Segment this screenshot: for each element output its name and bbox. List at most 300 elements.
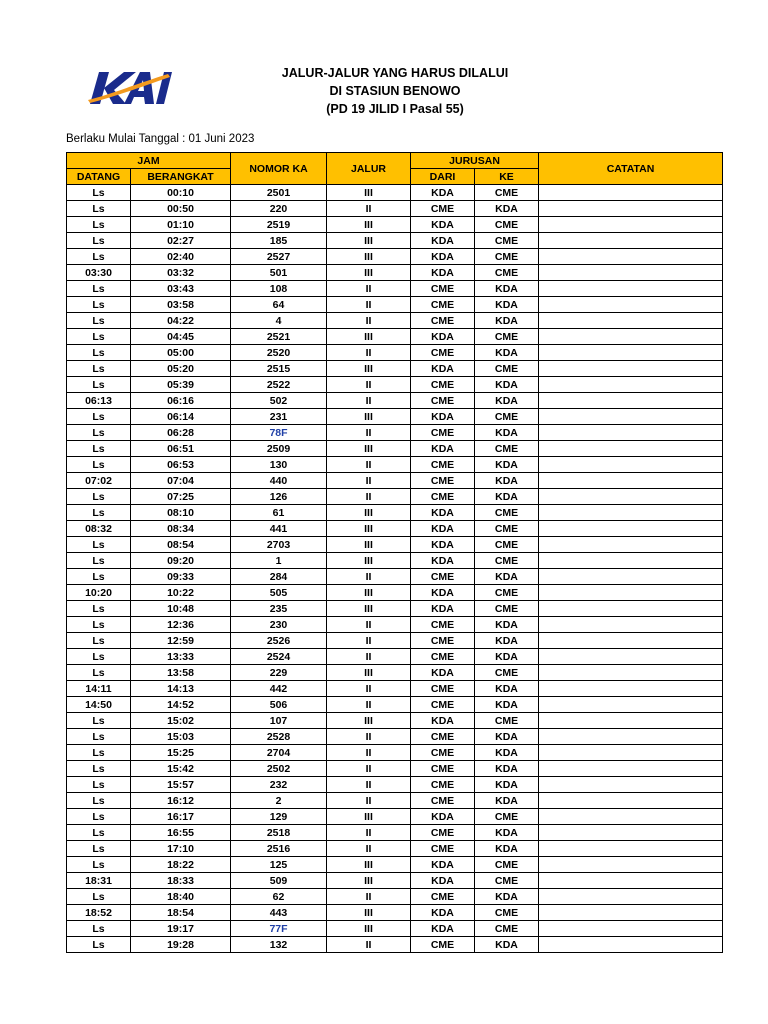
cell-jalur: II [327,841,411,857]
cell-nomor-ka: 2520 [231,345,327,361]
cell-datang: Ls [67,713,131,729]
cell-nomor-ka: 2521 [231,329,327,345]
cell-berangkat: 15:02 [131,713,231,729]
cell-berangkat: 07:25 [131,489,231,505]
cell-dari: CME [411,633,475,649]
cell-nomor-ka: 2519 [231,217,327,233]
cell-catatan [539,633,723,649]
cell-berangkat: 09:33 [131,569,231,585]
cell-ke: KDA [475,745,539,761]
header-ke: KE [475,169,539,185]
header-jurusan: JURUSAN [411,153,539,169]
cell-datang: Ls [67,377,131,393]
cell-datang: Ls [67,601,131,617]
cell-berangkat: 06:16 [131,393,231,409]
cell-berangkat: 04:22 [131,313,231,329]
cell-catatan [539,201,723,217]
cell-jalur: III [327,553,411,569]
table-row [67,489,723,505]
cell-ke: KDA [475,569,539,585]
header-nomor-ka: NOMOR KA [231,153,327,185]
cell-berangkat: 18:33 [131,873,231,889]
cell-datang: Ls [67,569,131,585]
cell-nomor-ka: 1 [231,553,327,569]
cell-jalur: II [327,377,411,393]
cell-berangkat: 03:43 [131,281,231,297]
cell-dari: KDA [411,537,475,553]
cell-ke: KDA [475,425,539,441]
cell-nomor-ka: 2518 [231,825,327,841]
cell-catatan [539,521,723,537]
cell-datang: Ls [67,297,131,313]
cell-dari: CME [411,393,475,409]
cell-berangkat: 06:14 [131,409,231,425]
table-row [67,185,723,201]
cell-nomor-ka: 440 [231,473,327,489]
cell-ke: KDA [475,281,539,297]
cell-nomor-ka: 231 [231,409,327,425]
cell-ke: KDA [475,457,539,473]
cell-nomor-ka: 2522 [231,377,327,393]
table-row [67,329,723,345]
cell-catatan [539,665,723,681]
cell-datang: Ls [67,329,131,345]
cell-berangkat: 00:50 [131,201,231,217]
cell-dari: KDA [411,329,475,345]
cell-catatan [539,697,723,713]
cell-dari: CME [411,793,475,809]
cell-catatan [539,457,723,473]
cell-jalur: III [327,809,411,825]
table-row [67,873,723,889]
cell-berangkat: 19:17 [131,921,231,937]
cell-jalur: II [327,345,411,361]
table-row [67,729,723,745]
cell-dari: CME [411,489,475,505]
cell-ke: KDA [475,841,539,857]
cell-catatan [539,921,723,937]
cell-catatan [539,425,723,441]
cell-ke: CME [475,217,539,233]
cell-berangkat: 16:55 [131,825,231,841]
cell-dari: CME [411,313,475,329]
cell-ke: KDA [475,937,539,953]
cell-berangkat: 18:22 [131,857,231,873]
table-row [67,201,723,217]
cell-nomor-ka: 2524 [231,649,327,665]
cell-berangkat: 08:54 [131,537,231,553]
cell-ke: KDA [475,793,539,809]
cell-jalur: III [327,185,411,201]
cell-datang: Ls [67,201,131,217]
cell-dari: KDA [411,873,475,889]
table-row [67,825,723,841]
table-row [67,345,723,361]
cell-catatan [539,809,723,825]
table-row [67,505,723,521]
cell-nomor-ka: 2515 [231,361,327,377]
table-row [67,297,723,313]
cell-ke: KDA [475,617,539,633]
cell-datang: Ls [67,233,131,249]
cell-catatan [539,713,723,729]
cell-berangkat: 18:54 [131,905,231,921]
table-row [67,905,723,921]
table-row [67,681,723,697]
table-row [67,521,723,537]
cell-jalur: II [327,729,411,745]
cell-jalur: III [327,409,411,425]
cell-jalur: II [327,761,411,777]
cell-berangkat: 10:22 [131,585,231,601]
cell-catatan [539,857,723,873]
cell-datang: Ls [67,361,131,377]
cell-dari: CME [411,697,475,713]
cell-datang: Ls [67,313,131,329]
cell-jalur: II [327,937,411,953]
table-row [67,585,723,601]
cell-jalur: III [327,601,411,617]
cell-ke: KDA [475,761,539,777]
cell-datang: 10:20 [67,585,131,601]
table-row [67,441,723,457]
cell-jalur: III [327,249,411,265]
cell-berangkat: 14:13 [131,681,231,697]
cell-datang: Ls [67,761,131,777]
cell-jalur: III [327,265,411,281]
cell-jalur: III [327,537,411,553]
cell-jalur: II [327,489,411,505]
cell-ke: KDA [475,377,539,393]
cell-ke: KDA [475,633,539,649]
cell-nomor-ka: 443 [231,905,327,921]
cell-dari: KDA [411,249,475,265]
cell-ke: KDA [475,889,539,905]
cell-nomor-ka: 107 [231,713,327,729]
cell-dari: KDA [411,521,475,537]
cell-nomor-ka: 108 [231,281,327,297]
cell-nomor-ka: 2502 [231,761,327,777]
table-row [67,281,723,297]
cell-dari: KDA [411,217,475,233]
cell-dari: KDA [411,905,475,921]
cell-jalur: II [327,793,411,809]
cell-jalur: II [327,201,411,217]
cell-berangkat: 06:53 [131,457,231,473]
cell-berangkat: 02:40 [131,249,231,265]
cell-ke: CME [475,329,539,345]
cell-berangkat: 08:10 [131,505,231,521]
cell-dari: CME [411,617,475,633]
cell-catatan [539,585,723,601]
cell-berangkat: 02:27 [131,233,231,249]
table-row [67,697,723,713]
cell-nomor-ka: 2528 [231,729,327,745]
cell-datang: Ls [67,825,131,841]
table-row [67,841,723,857]
cell-catatan [539,793,723,809]
cell-catatan [539,617,723,633]
cell-dari: CME [411,841,475,857]
cell-berangkat: 18:40 [131,889,231,905]
cell-ke: KDA [475,297,539,313]
table-row [67,889,723,905]
cell-jalur: II [327,473,411,489]
cell-jalur: III [327,905,411,921]
cell-jalur: II [327,697,411,713]
table-row [67,473,723,489]
cell-berangkat: 06:28 [131,425,231,441]
cell-berangkat: 05:00 [131,345,231,361]
cell-catatan [539,441,723,457]
cell-dari: CME [411,201,475,217]
cell-jalur: II [327,649,411,665]
table-row [67,249,723,265]
header-jalur: JALUR [327,153,411,185]
cell-nomor-ka: 62 [231,889,327,905]
cell-datang: Ls [67,633,131,649]
cell-jalur: III [327,361,411,377]
cell-ke: KDA [475,473,539,489]
cell-nomor-ka: 129 [231,809,327,825]
document-title-line-3: (PD 19 JILID I Pasal 55) [326,102,464,116]
cell-berangkat: 19:28 [131,937,231,953]
cell-berangkat: 16:12 [131,793,231,809]
header-jam: JAM [67,153,231,169]
cell-ke: CME [475,249,539,265]
cell-ke: CME [475,233,539,249]
cell-jalur: III [327,441,411,457]
cell-dari: CME [411,937,475,953]
cell-nomor-ka: 502 [231,393,327,409]
table-row [67,457,723,473]
cell-catatan [539,345,723,361]
cell-ke: CME [475,553,539,569]
cell-ke: KDA [475,393,539,409]
cell-nomor-ka: 505 [231,585,327,601]
cell-berangkat: 12:36 [131,617,231,633]
table-row [67,777,723,793]
cell-catatan [539,361,723,377]
cell-berangkat: 15:42 [131,761,231,777]
cell-catatan [539,505,723,521]
cell-berangkat: 03:32 [131,265,231,281]
cell-ke: CME [475,361,539,377]
cell-ke: CME [475,921,539,937]
cell-berangkat: 06:51 [131,441,231,457]
cell-jalur: II [327,425,411,441]
cell-dari: CME [411,777,475,793]
cell-dari: CME [411,345,475,361]
cell-jalur: II [327,297,411,313]
cell-dari: CME [411,457,475,473]
table-row [67,537,723,553]
cell-datang: Ls [67,857,131,873]
cell-dari: KDA [411,585,475,601]
cell-dari: CME [411,825,475,841]
cell-berangkat: 09:20 [131,553,231,569]
cell-jalur: II [327,777,411,793]
table-row [67,361,723,377]
cell-dari: KDA [411,809,475,825]
cell-catatan [539,553,723,569]
table-row [67,569,723,585]
cell-datang: Ls [67,441,131,457]
cell-nomor-ka: 78F [231,425,327,441]
cell-ke: KDA [475,201,539,217]
cell-datang: Ls [67,537,131,553]
table-row [67,233,723,249]
cell-catatan [539,377,723,393]
cell-dari: KDA [411,553,475,569]
table-row [67,313,723,329]
cell-nomor-ka: 2526 [231,633,327,649]
document-title-line-1: JALUR-JALUR YANG HARUS DILALUI [281,66,509,80]
cell-nomor-ka: 284 [231,569,327,585]
cell-datang: Ls [67,729,131,745]
table-row [67,921,723,937]
cell-ke: CME [475,873,539,889]
cell-datang: Ls [67,809,131,825]
cell-datang: 18:52 [67,905,131,921]
table-row [67,553,723,569]
cell-berangkat: 00:10 [131,185,231,201]
cell-datang: Ls [67,649,131,665]
cell-dari: CME [411,649,475,665]
cell-datang: Ls [67,937,131,953]
table-row [67,665,723,681]
cell-dari: CME [411,281,475,297]
table-row [67,649,723,665]
cell-dari: KDA [411,409,475,425]
effective-date: Berlaku Mulai Tanggal : 01 Juni 2023 [66,133,255,145]
cell-nomor-ka: 220 [231,201,327,217]
cell-datang: Ls [67,921,131,937]
cell-nomor-ka: 132 [231,937,327,953]
cell-ke: CME [475,809,539,825]
cell-nomor-ka: 2704 [231,745,327,761]
cell-dari: KDA [411,505,475,521]
cell-catatan [539,281,723,297]
cell-dari: CME [411,761,475,777]
cell-nomor-ka: 64 [231,297,327,313]
cell-nomor-ka: 2 [231,793,327,809]
cell-berangkat: 04:45 [131,329,231,345]
table-row [67,409,723,425]
cell-jalur: III [327,921,411,937]
cell-ke: CME [475,537,539,553]
cell-ke: CME [475,665,539,681]
table-row [67,937,723,953]
cell-jalur: III [327,873,411,889]
cell-catatan [539,825,723,841]
cell-jalur: III [327,857,411,873]
table-row [67,377,723,393]
cell-dari: CME [411,681,475,697]
cell-datang: Ls [67,409,131,425]
cell-ke: CME [475,857,539,873]
cell-catatan [539,313,723,329]
table-row [67,761,723,777]
cell-datang: 14:50 [67,697,131,713]
cell-jalur: II [327,281,411,297]
cell-datang: 06:13 [67,393,131,409]
cell-catatan [539,777,723,793]
cell-dari: CME [411,729,475,745]
cell-jalur: III [327,233,411,249]
table-row [67,393,723,409]
cell-berangkat: 16:17 [131,809,231,825]
cell-ke: CME [475,409,539,425]
cell-ke: KDA [475,345,539,361]
cell-nomor-ka: 130 [231,457,327,473]
cell-nomor-ka: 2527 [231,249,327,265]
cell-nomor-ka: 4 [231,313,327,329]
cell-dari: KDA [411,665,475,681]
document-title-line-2: DI STASIUN BENOWO [329,84,461,98]
cell-datang: Ls [67,281,131,297]
cell-dari: KDA [411,601,475,617]
cell-catatan [539,889,723,905]
cell-jalur: III [327,713,411,729]
cell-berangkat: 15:25 [131,745,231,761]
cell-catatan [539,745,723,761]
cell-nomor-ka: 2516 [231,841,327,857]
cell-nomor-ka: 230 [231,617,327,633]
table-row [67,425,723,441]
cell-datang: 18:31 [67,873,131,889]
cell-berangkat: 17:10 [131,841,231,857]
cell-ke: KDA [475,777,539,793]
cell-nomor-ka: 61 [231,505,327,521]
table-row [67,713,723,729]
cell-jalur: II [327,889,411,905]
cell-nomor-ka: 2703 [231,537,327,553]
cell-catatan [539,569,723,585]
cell-ke: KDA [475,729,539,745]
cell-berangkat: 07:04 [131,473,231,489]
cell-ke: CME [475,521,539,537]
cell-dari: CME [411,297,475,313]
cell-berangkat: 14:52 [131,697,231,713]
cell-datang: Ls [67,505,131,521]
cell-catatan [539,409,723,425]
cell-datang: Ls [67,425,131,441]
cell-berangkat: 03:58 [131,297,231,313]
cell-ke: CME [475,185,539,201]
cell-catatan [539,873,723,889]
cell-datang: Ls [67,553,131,569]
cell-dari: CME [411,473,475,489]
cell-catatan [539,217,723,233]
cell-datang: Ls [67,185,131,201]
cell-catatan [539,329,723,345]
cell-jalur: II [327,457,411,473]
cell-catatan [539,489,723,505]
cell-berangkat: 05:20 [131,361,231,377]
cell-catatan [539,233,723,249]
cell-jalur: II [327,825,411,841]
cell-jalur: III [327,521,411,537]
cell-datang: Ls [67,457,131,473]
cell-berangkat: 13:58 [131,665,231,681]
cell-dari: CME [411,745,475,761]
cell-berangkat: 15:57 [131,777,231,793]
cell-jalur: II [327,569,411,585]
cell-datang: Ls [67,489,131,505]
table-row [67,217,723,233]
cell-berangkat: 05:39 [131,377,231,393]
